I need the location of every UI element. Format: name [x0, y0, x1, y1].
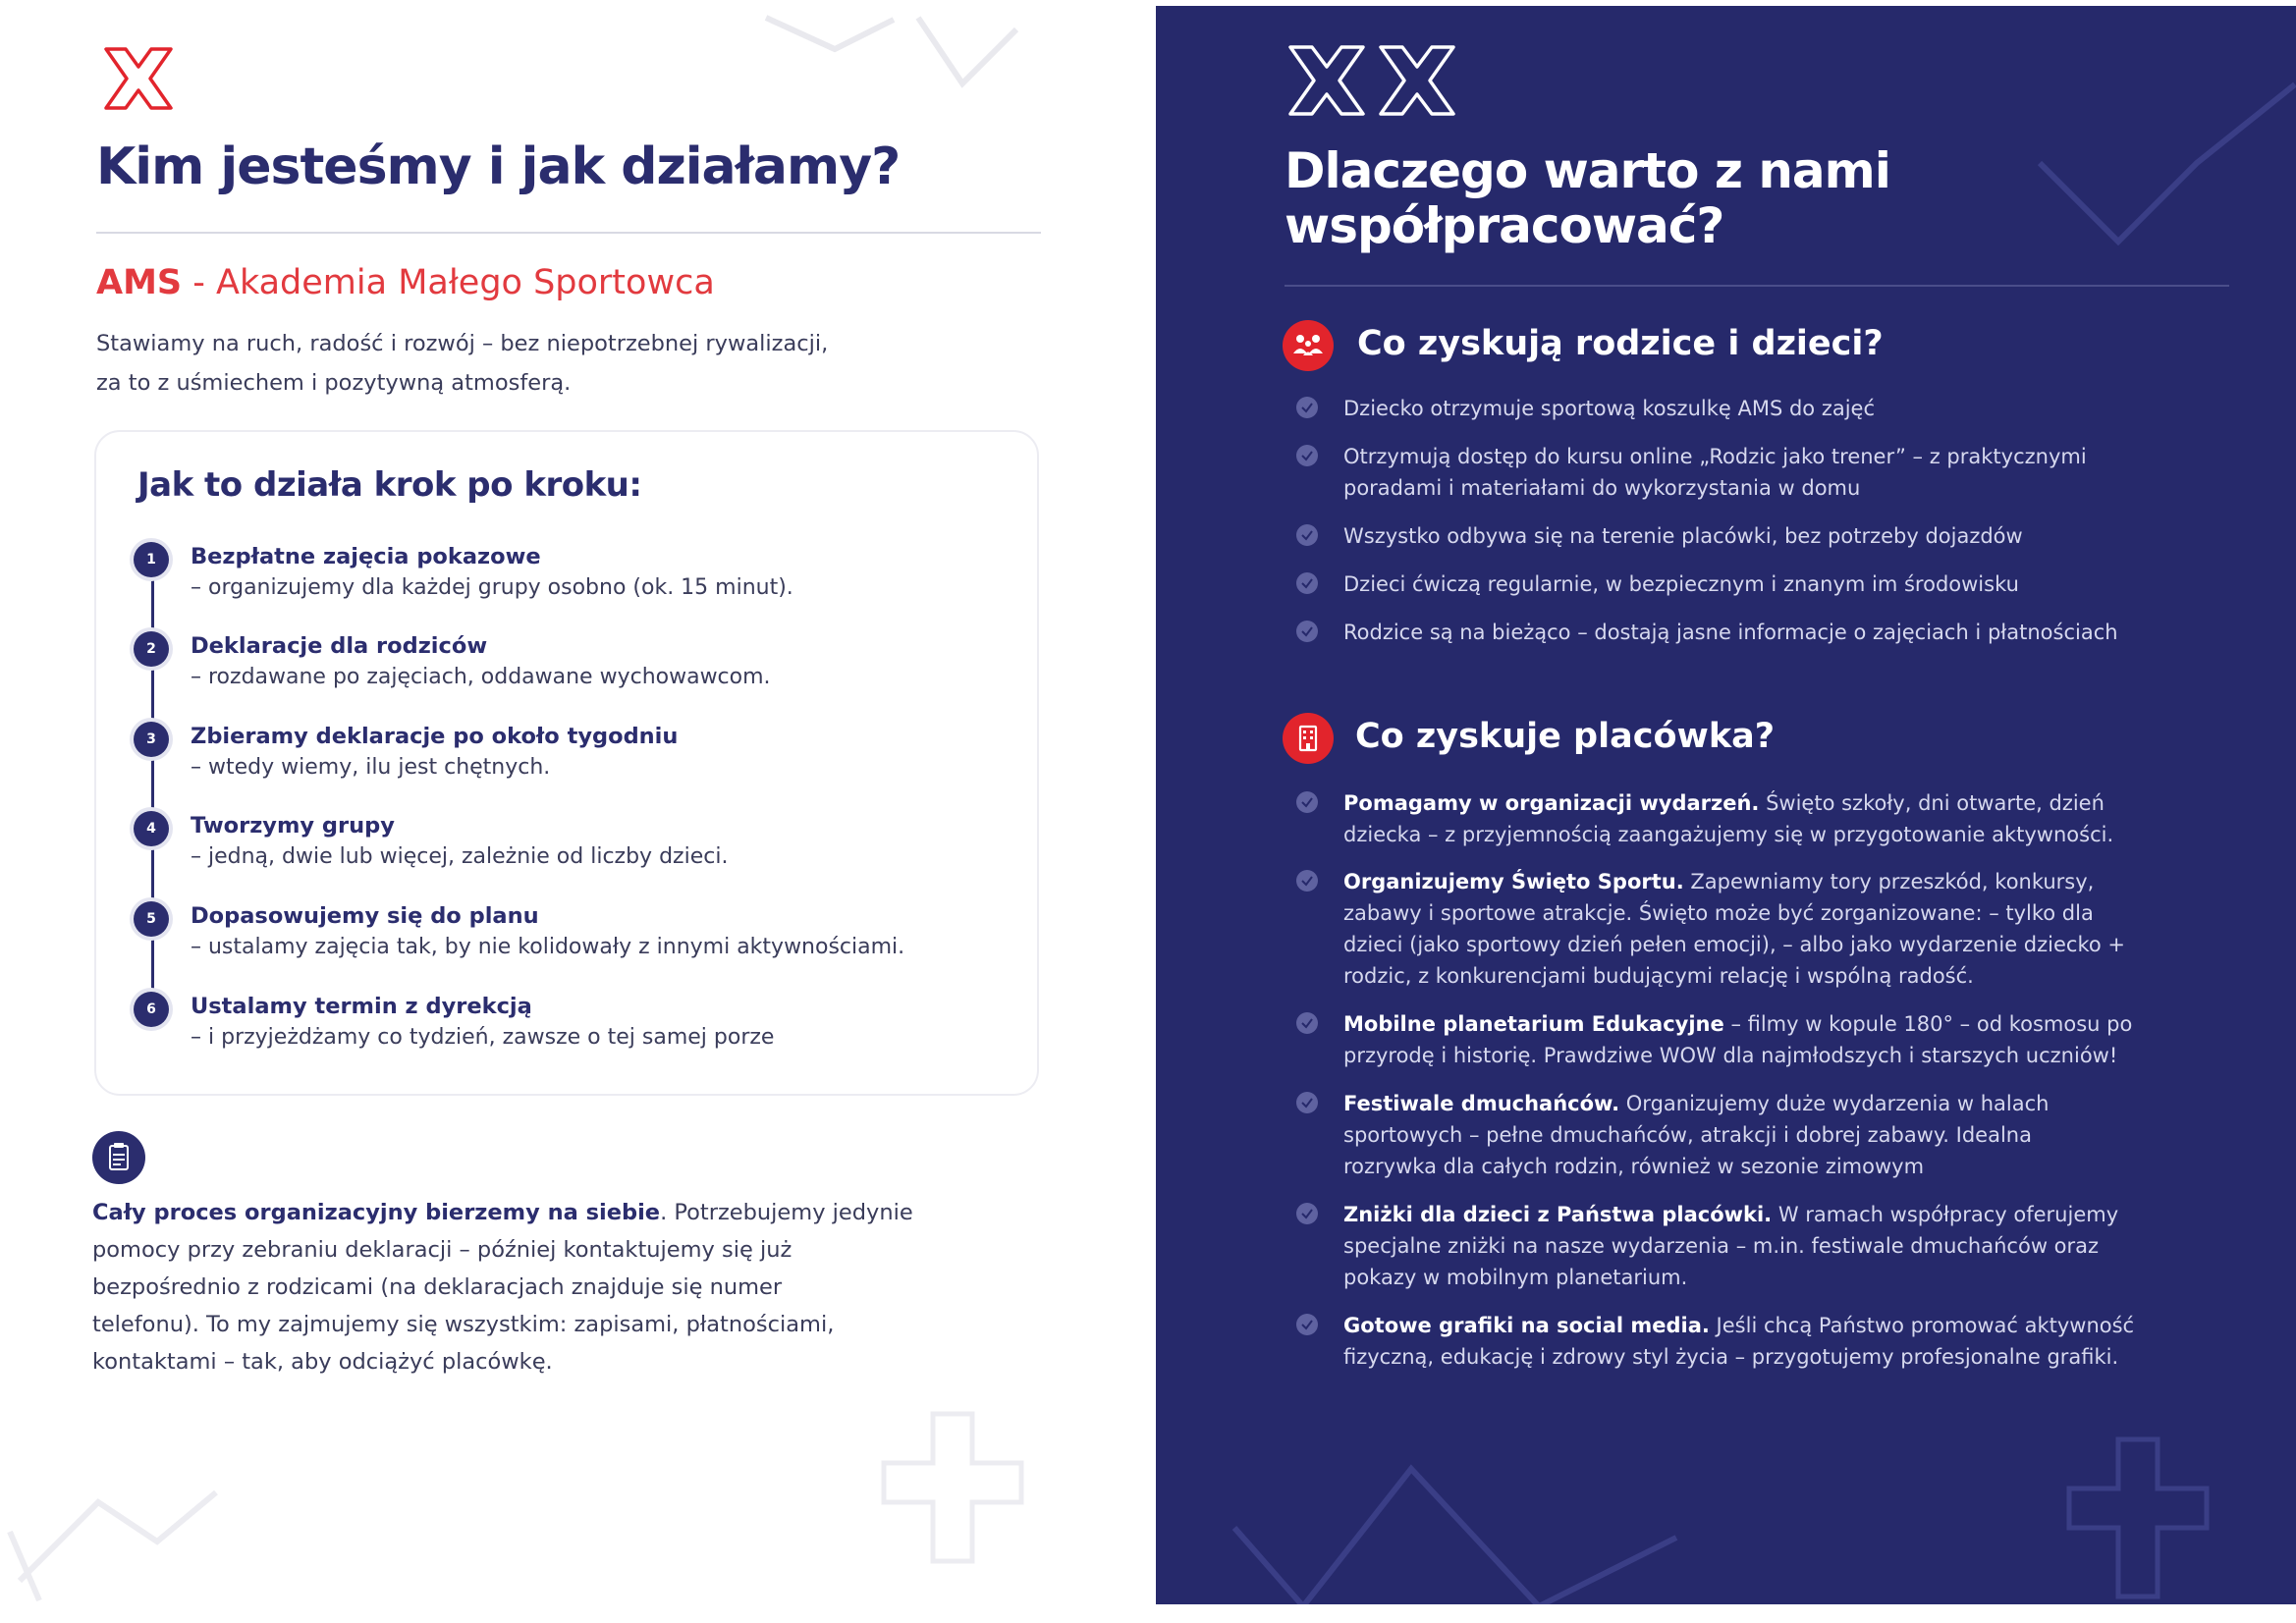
steps-heading: Jak to działa krok po kroku:: [137, 465, 642, 505]
step-title: Zbieramy deklaracje po około tygodniu: [191, 724, 679, 749]
intro-line: za to z uśmiechem i pozytywną atmosferą.: [96, 370, 572, 396]
process-line: pomocy przy zebraniu deklaracji – później kontaktujemy się już: [92, 1237, 793, 1263]
process-line: kontaktami – tak, aby odciążyć placówkę.: [92, 1349, 553, 1375]
step-title: Bezpłatne zajęcia pokazowe: [191, 544, 541, 569]
ams-subtitle: [96, 263, 715, 302]
check-icon: [1296, 572, 1318, 594]
x-cross-logo-icon: [96, 39, 181, 118]
process-line: telefonu). To my zajmujemy się wszystkim: zapisami, płatnościami,: [92, 1312, 835, 1337]
check-icon: [1296, 1203, 1318, 1224]
decorative-cross-bottom: [864, 1404, 1061, 1571]
step-item: [134, 901, 1017, 980]
step-item: [134, 992, 1017, 1070]
intro-text: [96, 324, 980, 403]
step-number-badge: 5: [134, 901, 169, 937]
check-icon: [1296, 524, 1318, 546]
check-icon: [1296, 1012, 1318, 1034]
step-title: Dopasowujemy się do planu: [191, 903, 539, 929]
step-description: – organizujemy dla każdej grupy osobno (ok. 15 minut).: [191, 575, 793, 600]
divider: [96, 232, 1041, 234]
step-description: – wtedy wiemy, ilu jest chętnych.: [191, 755, 551, 780]
ams-acronym: AMS: [96, 263, 183, 302]
step-description: – i przyjeżdżamy co tydzień, zawsze o tej samej porze: [191, 1025, 775, 1050]
divider: [1285, 285, 2229, 287]
step-item: [134, 722, 1017, 800]
step-title: Deklaracje dla rodziców: [191, 633, 488, 659]
step-description: – ustalamy zajęcia tak, by nie kolidowały z innymi aktywnościami.: [191, 935, 905, 959]
step-item: [134, 811, 1017, 890]
check-icon: [1296, 870, 1318, 892]
step-number-badge: 4: [134, 811, 169, 846]
step-description: – rozdawane po zajęciach, oddawane wychowawcom.: [191, 665, 771, 689]
check-icon: [1296, 1314, 1318, 1335]
family-icon: [1283, 320, 1334, 371]
parents-heading: Co zyskują rodzice i dzieci?: [1357, 324, 1884, 363]
process-line: Cały proces organizacyjny bierzemy na siebie. Potrzebujemy jedynie: [92, 1200, 913, 1225]
right-page-title: Dlaczego warto z nami współpracować?: [1285, 142, 1890, 254]
x-cross-logo-icon: [1283, 39, 1463, 122]
step-item: [134, 631, 1017, 710]
ams-fullname: - Akademia Małego Sportowca: [182, 263, 715, 302]
building-icon: [1283, 713, 1334, 764]
decorative-chevron-top: [746, 0, 1041, 108]
decorative-cross-bottom-right: [2040, 1430, 2236, 1604]
intro-line: Stawiamy na ruch, radość i rozwój – bez niepotrzebnej rywalizacji,: [96, 331, 829, 356]
check-icon: [1296, 621, 1318, 642]
step-number-badge: 1: [134, 542, 169, 577]
decorative-chevron-right: [2020, 65, 2296, 261]
step-title: Tworzymy grupy: [191, 813, 395, 839]
check-icon: [1296, 445, 1318, 466]
facility-heading: Co zyskuje placówka?: [1355, 717, 1776, 756]
step-number-badge: 3: [134, 722, 169, 757]
process-text: [92, 1194, 1035, 1380]
process-bold: Cały proces organizacyjny bierzemy na siebie: [92, 1200, 661, 1225]
check-icon: [1296, 397, 1318, 418]
page-title: Kim jesteśmy i jak działamy?: [96, 137, 901, 196]
step-title: Ustalamy termin z dyrekcją: [191, 994, 532, 1019]
decorative-chevron-bottom-right: [1215, 1410, 1706, 1604]
page-bottom-margin: [0, 1604, 2296, 1623]
step-item: [134, 542, 1017, 621]
process-line: bezpośrednio z rodzicami (na deklaracjach znajduje się numer: [92, 1274, 783, 1300]
step-description: – jedną, dwie lub więcej, zależnie od liczby dzieci.: [191, 844, 729, 869]
check-icon: [1296, 791, 1318, 813]
step-number-badge: 2: [134, 631, 169, 667]
decorative-chevron-bottom: [0, 1434, 255, 1610]
step-number-badge: 6: [134, 992, 169, 1027]
clipboard-icon: [92, 1131, 145, 1184]
check-icon: [1296, 1092, 1318, 1113]
